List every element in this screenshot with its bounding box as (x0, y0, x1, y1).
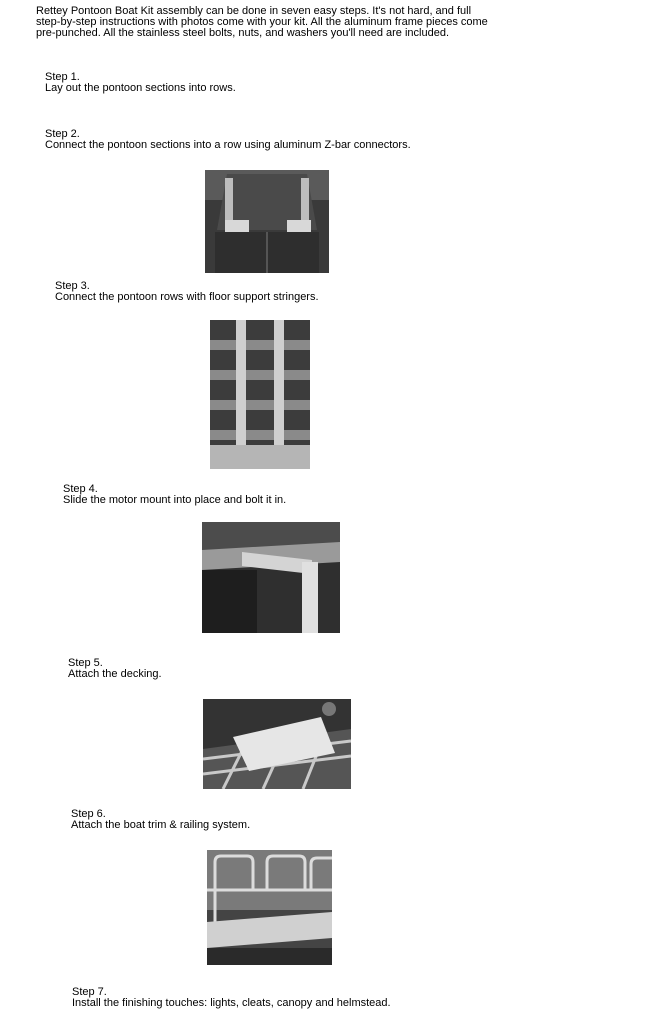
step-1 (45, 72, 236, 94)
step-7 (72, 987, 391, 1009)
step-2-photo (205, 170, 329, 273)
intro-line: step-by-step instructions with photos come with your kit. All the aluminum frame pieces come (36, 16, 488, 28)
step-3-photo (210, 320, 310, 469)
step-4 (63, 484, 286, 506)
step-text: Connect the pontoon sections into a row using aluminum Z-bar connectors. (45, 139, 411, 151)
step-title: Step 3. (55, 280, 90, 292)
intro-line: pre-punched. All the stainless steel bolts, nuts, and washers you'll need are included. (36, 27, 450, 39)
step-2 (45, 129, 411, 151)
step-text: Install the finishing touches: lights, cleats, canopy and helmstead. (72, 997, 391, 1009)
step-title: Step 6. (71, 808, 106, 820)
step-text: Lay out the pontoon sections into rows. (45, 82, 236, 94)
step-6 (71, 809, 250, 831)
step-text: Attach the boat trim & railing system. (71, 819, 251, 831)
step-3 (55, 281, 319, 303)
step-5-photo (203, 699, 351, 789)
step-title: Step 1. (45, 71, 80, 83)
step-6-photo (207, 850, 332, 965)
intro-line: Rettey Pontoon Boat Kit assembly can be done in seven easy steps. It's not hard, and full (36, 5, 472, 17)
step-4-photo (202, 522, 340, 633)
step-title: Step 2. (45, 128, 80, 140)
step-text: Connect the pontoon rows with floor support stringers. (55, 291, 319, 303)
step-text: Slide the motor mount into place and bolt it in. (63, 494, 287, 506)
step-text: Attach the decking. (68, 668, 162, 680)
step-title: Step 5. (68, 657, 103, 669)
step-5 (68, 658, 162, 680)
intro-paragraph (36, 6, 556, 39)
step-title: Step 4. (63, 483, 98, 495)
step-title: Step 7. (72, 986, 107, 998)
